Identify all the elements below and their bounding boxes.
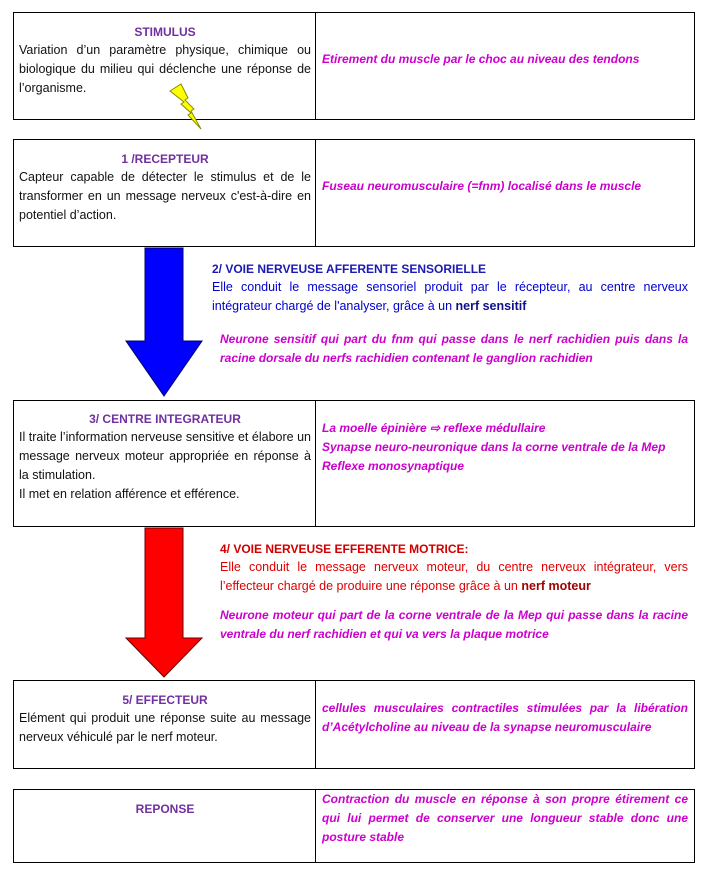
afferent-note: Neurone sensitif qui part du fnm qui passe dans le nerf rachidien puis dans la racine dorsale du nerfs rachidien contenant le ganglion rachidien <box>220 332 688 365</box>
afferent-title: 2/ VOIE NERVEUSE AFFERENTE SENSORIELLE <box>212 262 487 276</box>
afferent-nerve-term: nerf sensitif <box>455 299 527 313</box>
centre-title: 3/ CENTRE INTEGRATEUR <box>89 412 241 426</box>
lightning-bolt-icon <box>0 0 709 140</box>
centre-description-2: Il met en relation afférence et efférence. <box>19 487 240 501</box>
recepteur-example: Fuseau neuromusculaire (=fnm) localisé dans le muscle <box>322 178 642 193</box>
efferent-description <box>220 558 688 596</box>
efferent-pathway-section <box>220 540 688 644</box>
reponse-title: REPONSE <box>135 802 195 816</box>
reponse-example-cell <box>316 790 694 862</box>
afferent-arrow-shape <box>126 248 202 396</box>
centre-example-line: Synapse neuro-neuronique dans la corne ventrale de la Mep <box>322 440 666 454</box>
lightning-bolt-shape <box>170 84 201 129</box>
centre-integrateur-box <box>13 400 695 527</box>
effecteur-title: 5/ EFFECTEUR <box>122 693 208 707</box>
centre-example-line: Reflexe monosynaptique <box>322 459 465 473</box>
efferent-arrow-icon <box>120 525 210 680</box>
centre-example-cell <box>316 401 694 526</box>
efferent-nerve-term: nerf moteur <box>521 579 591 593</box>
effecteur-example-cell <box>316 681 694 768</box>
centre-example-line: La moelle épinière ⇨ reflexe médullaire <box>322 421 546 435</box>
efferent-arrow-shape <box>126 528 202 677</box>
reponse-box <box>13 789 695 863</box>
efferent-title: 4/ VOIE NERVEUSE EFFERENTE MOTRICE: <box>220 542 469 556</box>
recepteur-definition-cell <box>14 140 316 246</box>
effecteur-example: cellules musculaires contractiles stimulées par la libération d’Acétylcholine au niveau de la synapse neuromusculaire <box>322 701 688 734</box>
recepteur-description: Capteur capable de détecter le stimulus et de le transformer en un message nerveux c'est-à-dire en potentiel d’action. <box>19 170 311 222</box>
afferent-description-text: Elle conduit le message sensoriel produit par le récepteur, au centre nerveux intégrateur chargé de l'analyser, grâce à un <box>212 280 688 313</box>
reponse-title-cell <box>14 790 316 862</box>
effecteur-description: Elément qui produit une réponse suite au message nerveux véhiculé par le nerf moteur. <box>19 711 311 744</box>
efferent-note: Neurone moteur qui part de la corne ventrale de la Mep qui passe dans la racine ventrale du nerf rachidien et qui va vers la plaque motrice <box>220 608 688 641</box>
afferent-description <box>212 278 688 316</box>
afferent-pathway-section <box>212 260 688 368</box>
recepteur-box <box>13 139 695 247</box>
recepteur-example-cell <box>316 140 694 246</box>
stimulus-example: Etirement du muscle par le choc au niveau des tendons <box>322 51 640 66</box>
centre-definition-cell <box>14 401 316 526</box>
recepteur-title: 1 /RECEPTEUR <box>121 152 209 166</box>
centre-description-1: Il traite l’information nerveuse sensitive et élabore un message nerveux moteur appropriée en réponse à la stimulation. <box>19 430 311 482</box>
effecteur-box <box>13 680 695 769</box>
afferent-arrow-icon <box>120 245 210 400</box>
reponse-example: Contraction du muscle en réponse à son propre étirement ce qui lui permet de conserver une longueur stable donc une posture stable <box>322 792 688 844</box>
stimulus-title: STIMULUS <box>134 25 196 39</box>
stimulus-description: Variation d’un paramètre physique, chimique ou biologique du milieu qui déclenche une réponse de l’organisme. <box>19 43 311 95</box>
efferent-description-text: Elle conduit le message nerveux moteur, du centre nerveux intégrateur, vers l’effecteur chargé de produire une réponse grâce à un <box>220 560 688 593</box>
effecteur-definition-cell <box>14 681 316 768</box>
